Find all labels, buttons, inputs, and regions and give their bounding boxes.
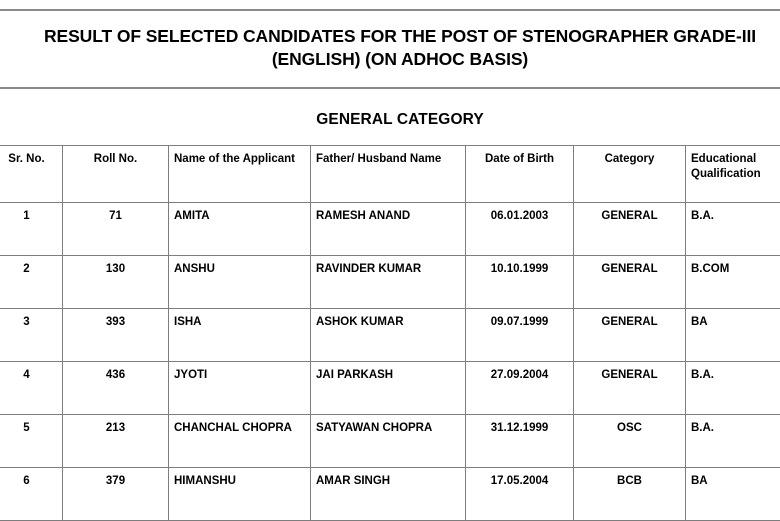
table-body — [0, 203, 780, 521]
column-header-educational-qualification: Educational Qualification — [686, 146, 780, 203]
table-cell-fath: RAMESH ANAND — [311, 203, 466, 256]
table-cell-edu: B.A. — [686, 362, 780, 415]
table-cell-sr: 4 — [0, 362, 63, 415]
table-cell-cat: GENERAL — [574, 362, 686, 415]
table-cell-dob: 27.09.2004 — [466, 362, 574, 415]
table-cell-dob: 09.07.1999 — [466, 309, 574, 362]
section-heading-general-category: GENERAL CATEGORY — [0, 111, 780, 129]
table-cell-cat: GENERAL — [574, 203, 686, 256]
column-header-category: Category — [574, 146, 686, 203]
table-cell-fath: ASHOK KUMAR — [311, 309, 466, 362]
table-row — [0, 203, 780, 256]
table-cell-roll: 213 — [63, 415, 169, 468]
table-row — [0, 415, 780, 468]
results-table — [0, 145, 780, 521]
table-cell-cat: OSC — [574, 415, 686, 468]
column-header-father-husband-name: Father/ Husband Name — [311, 146, 466, 203]
table-cell-sr: 2 — [0, 256, 63, 309]
table-row — [0, 309, 780, 362]
document-title-line-1: RESULT OF SELECTED CANDIDATES FOR THE POST OF STENOGRAPHER GRADE-III — [0, 25, 780, 48]
table-cell-fath: JAI PARKASH — [311, 362, 466, 415]
table-cell-name: ANSHU — [169, 256, 311, 309]
table-cell-sr: 3 — [0, 309, 63, 362]
table-cell-sr: 6 — [0, 468, 63, 521]
table-header-row — [0, 146, 780, 203]
table-cell-dob: 10.10.1999 — [466, 256, 574, 309]
table-cell-name: CHANCHAL CHOPRA — [169, 415, 311, 468]
table-row — [0, 468, 780, 521]
table-cell-roll: 393 — [63, 309, 169, 362]
column-header-roll-no: Roll No. — [63, 146, 169, 203]
table-cell-name: HIMANSHU — [169, 468, 311, 521]
column-header-name-of-applicant: Name of the Applicant — [169, 146, 311, 203]
table-cell-fath: SATYAWAN CHOPRA — [311, 415, 466, 468]
table-cell-cat: GENERAL — [574, 256, 686, 309]
column-header-date-of-birth: Date of Birth — [466, 146, 574, 203]
table-cell-edu: B.COM — [686, 256, 780, 309]
document-title-block — [0, 9, 780, 89]
column-header-sr-no: Sr. No. — [0, 146, 63, 203]
table-cell-edu: B.A. — [686, 203, 780, 256]
table-cell-fath: RAVINDER KUMAR — [311, 256, 466, 309]
table-cell-dob: 06.01.2003 — [466, 203, 574, 256]
table-cell-cat: BCB — [574, 468, 686, 521]
table-cell-edu: B.A. — [686, 415, 780, 468]
table-cell-dob: 17.05.2004 — [466, 468, 574, 521]
table-cell-fath: AMAR SINGH — [311, 468, 466, 521]
table-cell-name: JYOTI — [169, 362, 311, 415]
table-cell-edu: BA — [686, 309, 780, 362]
table-cell-name: ISHA — [169, 309, 311, 362]
table-cell-cat: GENERAL — [574, 309, 686, 362]
table-cell-roll: 436 — [63, 362, 169, 415]
table-header — [0, 146, 780, 203]
table-cell-roll: 71 — [63, 203, 169, 256]
document-title-line-2: (ENGLISH) (ON ADHOC BASIS) — [0, 48, 780, 71]
table-cell-sr: 1 — [0, 203, 63, 256]
table-row — [0, 362, 780, 415]
table-cell-roll: 130 — [63, 256, 169, 309]
table-row — [0, 256, 780, 309]
table-cell-name: AMITA — [169, 203, 311, 256]
table-cell-roll: 379 — [63, 468, 169, 521]
table-cell-dob: 31.12.1999 — [466, 415, 574, 468]
table-cell-sr: 5 — [0, 415, 63, 468]
table-cell-edu: BA — [686, 468, 780, 521]
